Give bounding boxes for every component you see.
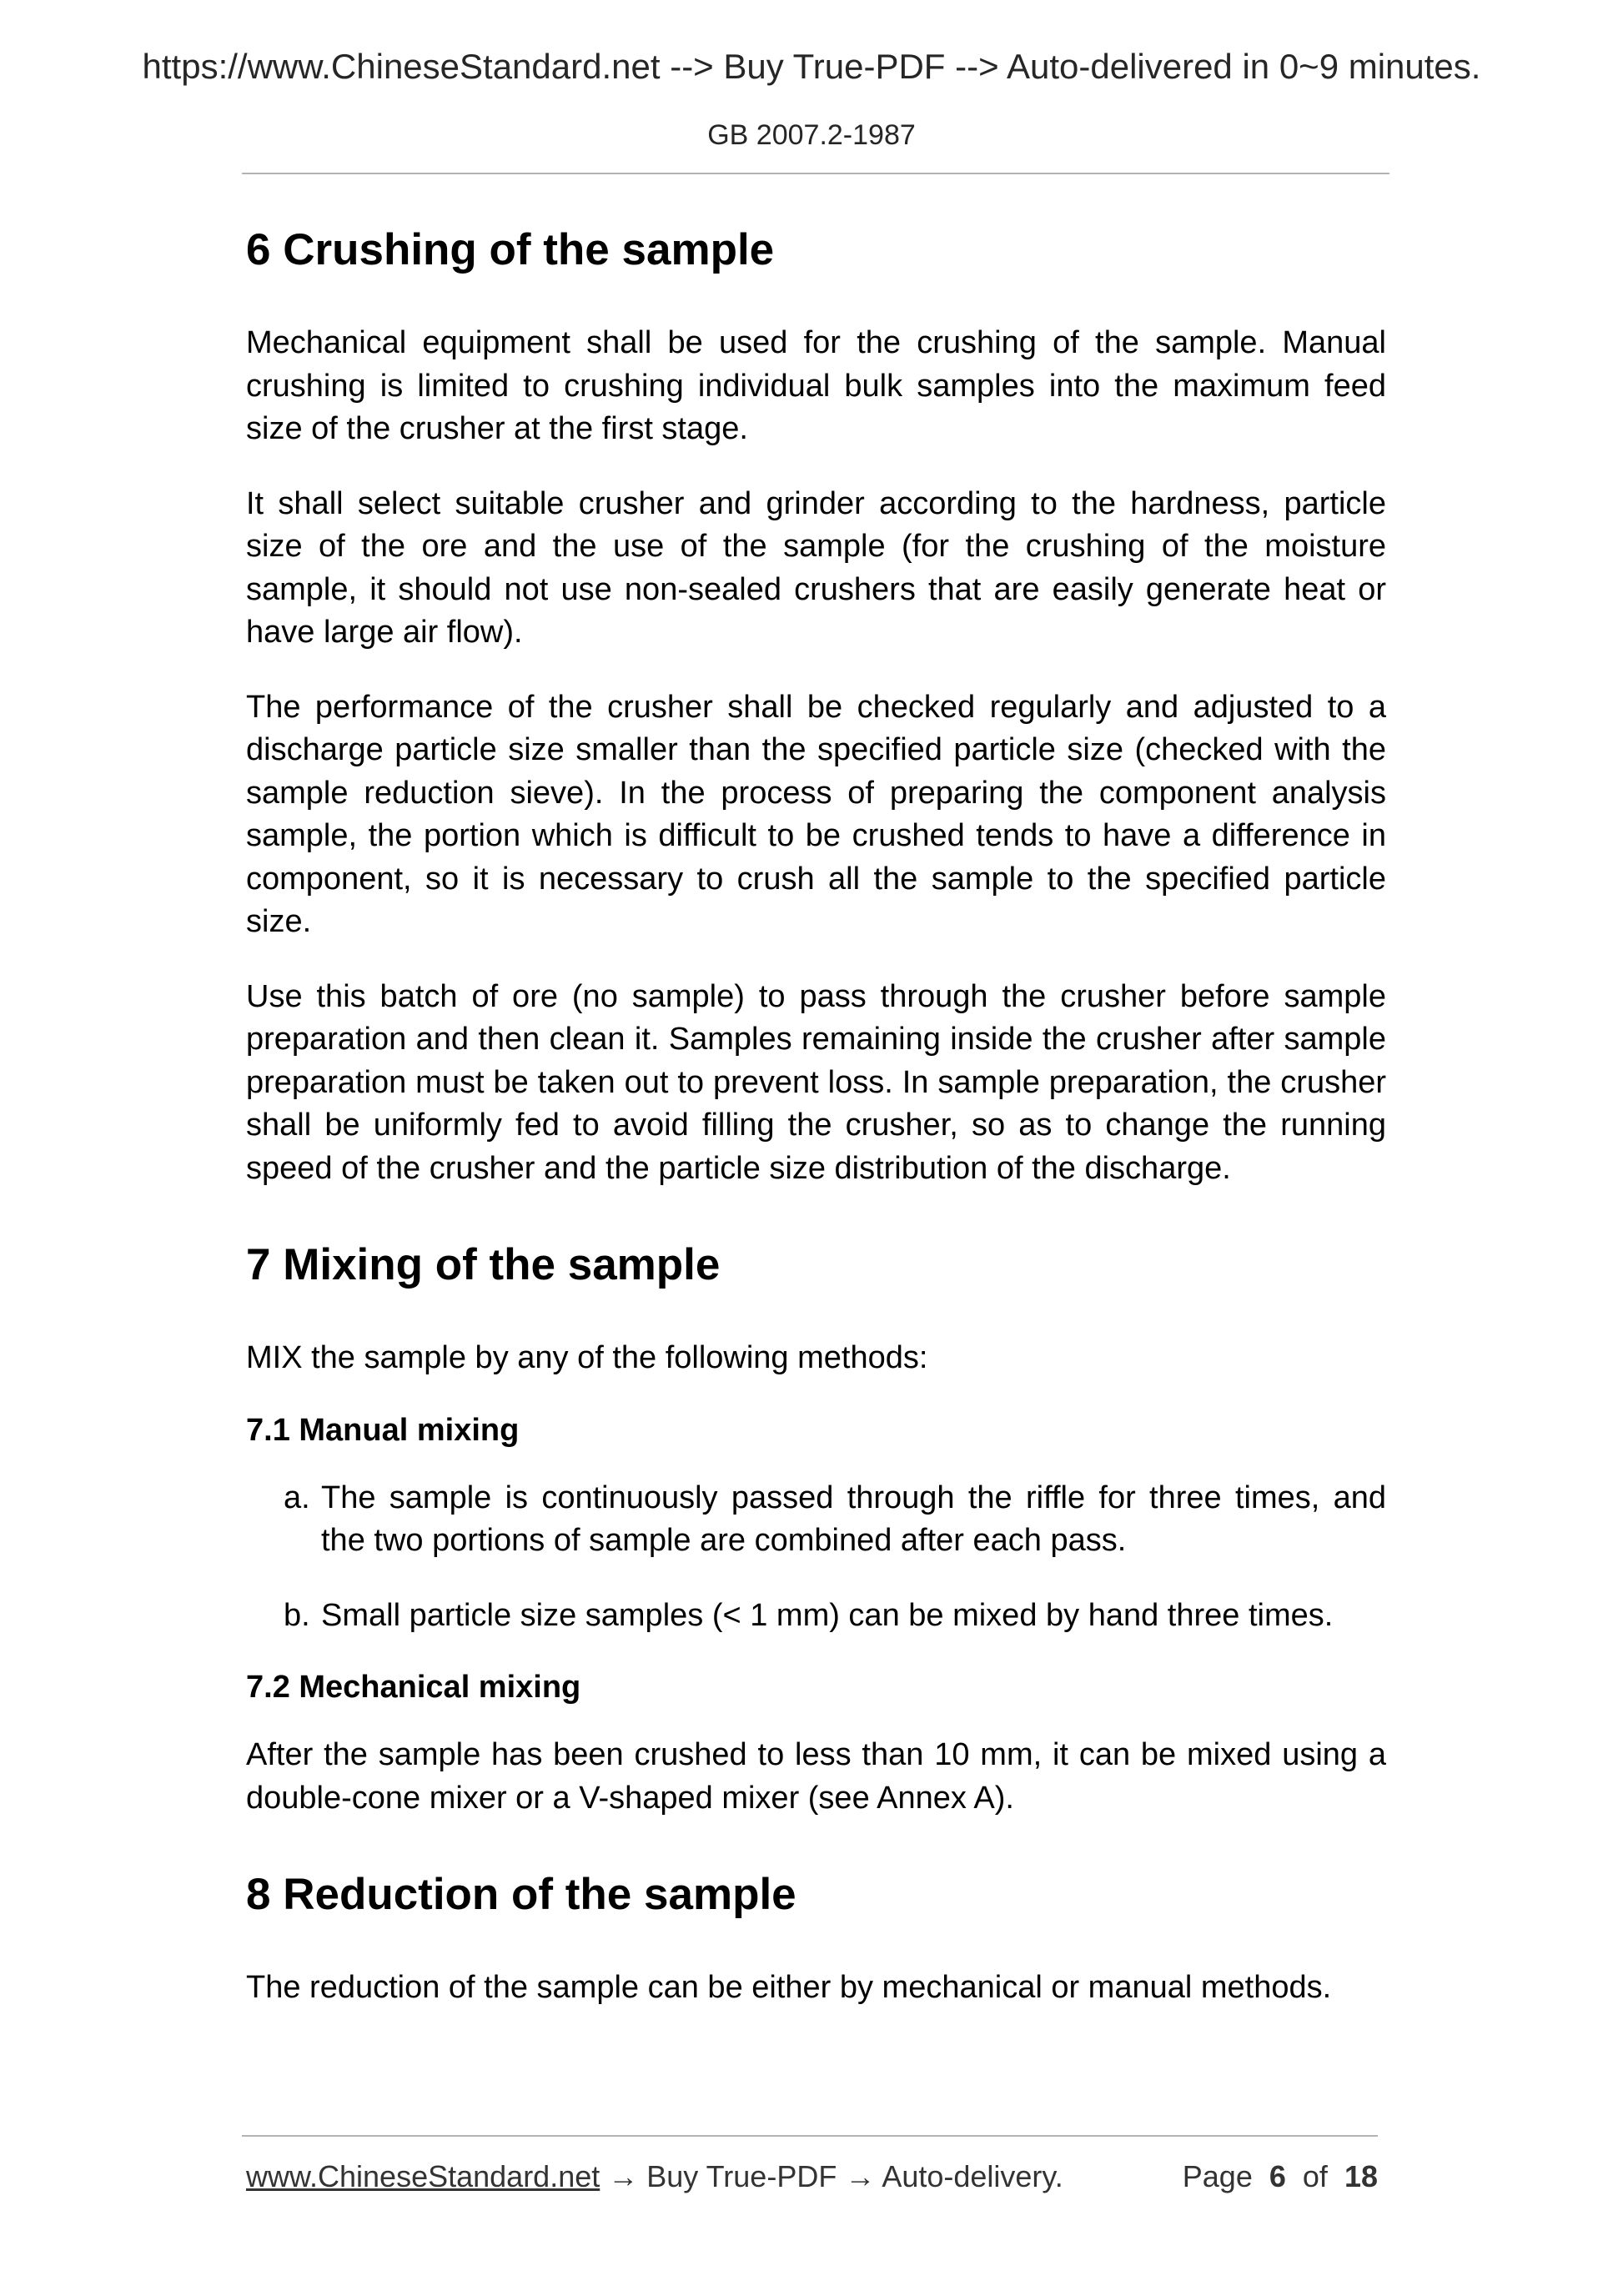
footer-left: [246, 2157, 1063, 2197]
section-6-paragraph-2: It shall select suitable crusher and grinder according to the hardness, particle size of the ore and the use of the sample (for the crushing of the moisture sample, it should not use non-sealed crushers that are easily generate heat or have large air flow).: [246, 485, 1386, 650]
section-6-paragraph-4: Use this batch of ore (no sample) to pass through the crusher before sample preparation and then clean it. Samples remaining inside the crusher after sample preparation must be taken out to prevent loss. In sample preparation, the crusher shall be uniformly fed to avoid filling the crusher, so as to change the running speed of the crusher and the particle size distribution of the discharge.: [246, 978, 1386, 1186]
section-6-paragraph-3: The performance of the crusher shall be checked regularly and adjusted to a discharge particle size smaller than the specified particle size (checked with the sample reduction sieve). In the process of preparing the component analysis sample, the portion which is difficult to be crushed tends to have a difference in component, so it is necessary to crush all the sample to the specified particle size.: [246, 689, 1386, 939]
section-8-paragraph: The reduction of the sample can be either by mechanical or manual methods.: [246, 1970, 1332, 2005]
footer-tagline: → Buy True-PDF → Auto-delivery.: [600, 2159, 1063, 2193]
section-7-heading: 7 Mixing of the sample: [246, 1240, 721, 1289]
page-label: Page: [1182, 2159, 1253, 2193]
page-content: [246, 217, 1386, 2010]
total-pages: 18: [1344, 2159, 1378, 2193]
section-7-2-paragraph: After the sample has been crushed to less than 10 mm, it can be mixed using a double-cone mixer or a V-shaped mixer (see Annex A).: [246, 1737, 1386, 1816]
header-divider: [242, 173, 1389, 174]
top-banner: https://www.ChineseStandard.net --> Buy True-PDF --> Auto-delivered in 0~9 minutes.: [142, 47, 1481, 86]
section-6-paragraph-1: Mechanical equipment shall be used for the crushing of the sample. Manual crushing is limited to crushing individual bulk samples into the maximum feed size of the crusher at the first stage.: [246, 325, 1386, 446]
section-7-intro: MIX the sample by any of the following methods:: [246, 1340, 928, 1375]
of-label: of: [1302, 2159, 1328, 2193]
current-page: 6: [1269, 2159, 1286, 2193]
section-8-heading: 8 Reduction of the sample: [246, 1870, 796, 1919]
list-item-text: The sample is continuously passed through the riffle for three times, and the two portions of sample are combined after each pass.: [321, 1480, 1386, 1558]
list-marker: a.: [284, 1480, 310, 1515]
list-marker: b.: [284, 1597, 310, 1633]
footer-divider: [242, 2135, 1378, 2137]
list-item: [284, 1477, 1386, 1563]
footer-site-link[interactable]: www.ChineseStandard.net: [246, 2159, 600, 2193]
list-item: [284, 1595, 1386, 1638]
section-7-2-heading: 7.2 Mechanical mixing: [246, 1670, 581, 1705]
document-id: GB 2007.2-1987: [707, 119, 916, 151]
list-item-text: Small particle size samples (< 1 mm) can be mixed by hand three times.: [321, 1597, 1334, 1633]
section-7-1-heading: 7.1 Manual mixing: [246, 1412, 520, 1448]
page-number: [1183, 2157, 1378, 2197]
section-6-heading: 6 Crushing of the sample: [246, 225, 775, 274]
